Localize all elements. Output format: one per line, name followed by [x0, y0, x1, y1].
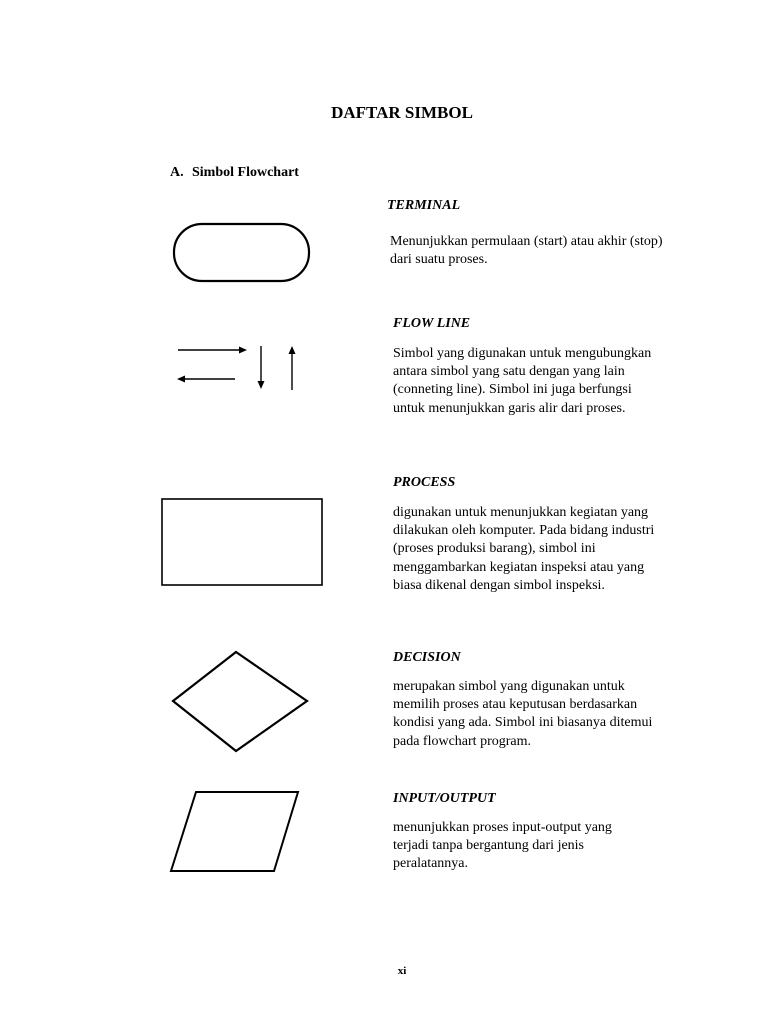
terminal-shape-icon [172, 222, 312, 284]
flow-line-description: Simbol yang digunakan untuk mengubungkan antara simbol yang satu dengan yang lain (conneting line). Simbol ini juga berfungsi untuk menunjukkan garis alir dari proses. [393, 346, 652, 416]
flow-line-arrows-icon [172, 340, 302, 395]
input-output-title: INPUT/OUTPUT [393, 791, 496, 806]
input-output-parallelogram-icon [167, 788, 303, 876]
terminal-title: TERMINAL [387, 198, 461, 213]
input-output-description: menunjukkan proses input-output yang terjadi tanpa bergantung dari jenis peralatannya. [393, 820, 612, 872]
section-label: Simbol Flowchart [192, 165, 299, 180]
process-description: digunakan untuk menunjukkan kegiatan yang dilakukan oleh komputer. Pada bidang industri (proses produksi barang), simbol ini menggambarkan kegiatan inspeksi atau yang biasa dikenal dengan simbol inspeksi. [393, 505, 655, 593]
page-number: xi [397, 965, 407, 977]
section-heading [170, 165, 299, 181]
process-rectangle-icon [160, 497, 326, 589]
terminal-description: Menunjukkan permulaan (start) atau akhir (stop) dari suatu proses. [390, 234, 663, 268]
decision-title: DECISION [393, 650, 461, 665]
section-letter: A. [170, 165, 184, 180]
page-title: DAFTAR SIMBOL [331, 103, 473, 122]
decision-diamond-icon [170, 649, 312, 755]
flow-line-title: FLOW LINE [393, 316, 471, 331]
decision-description: merupakan simbol yang digunakan untuk memilih proses atau keputusan berdasarkan kondisi yang ada. Simbol ini biasanya ditemui pada flowchart program. [393, 679, 653, 749]
process-title: PROCESS [393, 475, 456, 490]
